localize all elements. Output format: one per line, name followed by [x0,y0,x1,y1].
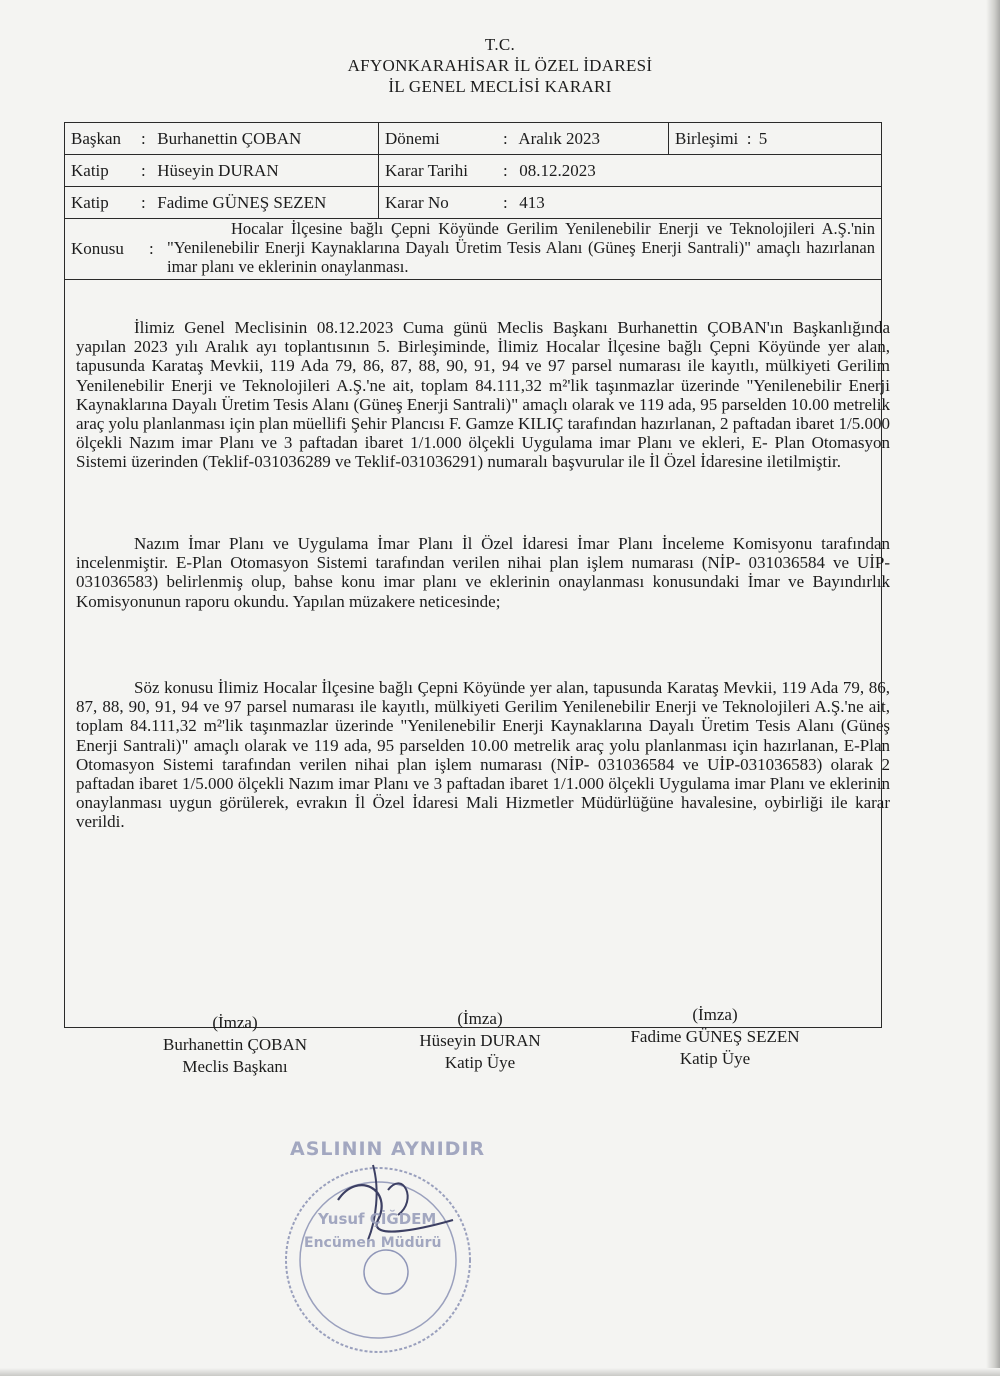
paragraph-text: Nazım İmar Planı ve Uygulama İmar Planı İl Özel İdaresi İmar Planı İnceleme Komisyonu tarafından incelenmiştir. E-Plan Otomasyon Sistemi tarafından verilen nihai plan işlem numarası (NİP- 031036584 ve UİP-031036583) belirlenmiş olup, bahse konu imar planı ve eklerinin onaylanması konusundaki İmar ve Bayındırlık Komisyonunun raporu okundu. Yapılan müzakere neticesinde; [76,534,890,611]
donemi-cell: Dönemi : Aralık 2023 [379,123,669,155]
stamp-officer-name: Yusuf ÇİĞDEM [318,1210,437,1228]
konusu-label: Konusu [71,239,124,258]
birlesimi-value: 5 [758,128,768,148]
header-doc-type: İL GENEL MECLİSİ KARARI [388,77,612,96]
katip1-label: Katip [71,160,109,180]
paragraph-text: Söz konusu İlimiz Hocalar İlçesine bağlı Çepni Köyünde yer alan, tapusunda Karataş Mevkii, 119 Ada 79, 86, 87, 88, 90, 91, 94 ve 97 parsel numarası ile kayıtlı, mülkiyeti Gerilim Yenilenebilir Enerji ve Teknolojileri A.Ş.'ne ait, toplam 84.111,32 m²'lik taşınmazlar üzerinde "Yenilenebilir Enerji Kaynaklarına Dayalı Üretim Tesis Alanı (Güneş Enerji Santrali)" amaçlı olarak ve 119 ada, 95 parselden 10.00 metrelik araç yolu planlanması için hazırlanan, E-Plan Otomasyon Sistemi tarafından verilen nihai plan işlem numarası (NİP- 031036584 ve UİP-031036583) olarak 2 paftadan ibaret 1/5.000 ölçekli Nazım imar Planı ve 3 paftadan ibaret 1/1.000 ölçekli Uygulama imar Planı ve eklerinin onaylanması uygun görülerek, evrakın İl Özel İdaresi Mali Hizmetler Müdürlüğüne havalesine, oybirliği ile karar verildi. [76,678,890,832]
signature-title: Katip Üye [679,1049,751,1068]
donemi-label: Dönemi [385,128,440,148]
katip2-value: Fadime GÜNEŞ SEZEN [157,192,327,212]
decision-paragraph-1 [76,318,890,472]
katip1-value: Hüseyin DURAN [157,160,279,180]
katip1-cell: Katip : Hüseyin DURAN [65,155,379,187]
signature-imza: (İmza) [457,1009,503,1028]
header-tc: T.C. [484,35,516,54]
signature-block-clerk-1 [380,1008,580,1074]
donemi-value: Aralık 2023 [518,128,600,148]
stamp-officer-role: Encümen Müdürü [304,1235,442,1251]
signature-name: Burhanettin ÇOBAN [162,1035,308,1054]
signature-name: Fadime GÜNEŞ SEZEN [630,1027,800,1046]
signature-name: Hüseyin DURAN [419,1031,541,1050]
info-row-katip2 [65,187,882,219]
signature-title: Meclis Başkanı [182,1057,288,1076]
decision-paragraph-2 [76,534,890,611]
info-row-baskan [65,123,882,155]
karar-tarihi-value: 08.12.2023 [519,160,596,180]
baskan-label: Başkan [71,128,122,148]
decision-info-table [64,122,882,280]
page-edge [986,0,1000,1376]
birlesimi-label: Birleşimi [675,128,739,148]
karar-tarihi-cell: Karar Tarihi : 08.12.2023 [379,155,882,187]
konusu-cell: Konusu : Hocalar İlçesine bağlı Çepni Köyünde Gerilim Yenilenebilir Enerji ve Teknolojileri A.Ş.'nin "Yenilenebilir Enerji Kaynaklarına Dayalı Üretim Tesis Alanı (Güneş Enerji Santrali)" amaçlı hazırlanan imar planı ve eklerinin onaylanması. [65,219,882,280]
karar-no-label: Karar No [385,192,449,212]
info-row-konusu [65,219,882,280]
katip2-label: Katip [71,192,109,212]
paragraph-text: İlimiz Genel Meclisinin 08.12.2023 Cuma günü Meclis Başkanı Burhanettin ÇOBAN'ın Başkanlığında yapılan 2023 yılı Aralık ayı toplantısının 5. Birleşiminde, İlimiz Hocalar İlçesine bağlı Çepni Köyünde yer alan, tapusunda Karataş Mevkii, 119 Ada 79, 86, 87, 88, 90, 91, 94 ve 97 parsel numarası ile kayıtlı, mülkiyeti Gerilim Yenilenebilir Enerji ve Teknolojileri A.Ş.'ne ait, toplam 84.111,32 m²'lik taşınmazlar üzerinde "Yenilenebilir Enerji Kaynaklarına Dayalı Üretim Tesis Alanı (Güneş Enerji Santrali)" amaçlı olarak ve 119 ada, 95 parselden 10.00 metrelik araç yolu planlanması için plan müellifi Şehir Plancısı F. Gamze KILIÇ tarafından hazırlanan, 2 paftadan ibaret 1/5.000 ölçekli Nazım imar Planı ve 3 paftadan ibaret 1/1.000 ölçekli Uygulama imar Planı ve ekleri, E- Plan Otomasyon Sistemi üzerinden (Teklif-031036289 ve Teklif-031036291) numaralı başvurular ile İl Özel İdaresine iletilmiştir. [76,318,890,472]
decision-paragraph-3 [76,678,890,832]
signature-imza: (İmza) [212,1013,258,1032]
katip2-cell: Katip : Fadime GÜNEŞ SEZEN [65,187,379,219]
page-bottom-edge [0,1368,1000,1376]
birlesimi-cell: Birleşimi : 5 [669,123,882,155]
official-seal-stamp [278,1160,478,1360]
karar-no-value: 413 [519,192,545,212]
certified-copy-stamp-title: ASLININ AYNIDIR [290,1138,486,1160]
header-institution: AFYONKARAHİSAR İL ÖZEL İDARESİ [347,56,653,75]
konusu-value: Hocalar İlçesine bağlı Çepni Köyünde Gerilim Yenilenebilir Enerji ve Teknolojileri A.Ş.'nin "Yenilenebilir Enerji Kaynaklarına Dayalı Üretim Tesis Alanı (Güneş Enerji Santrali)" amaçlı hazırlanan imar planı ve eklerinin onaylanması. [167,219,875,276]
baskan-value: Burhanettin ÇOBAN [157,128,302,148]
signature-block-chairman [130,1012,340,1078]
document-header [0,34,1000,97]
info-row-katip1 [65,155,882,187]
baskan-cell: Başkan : Burhanettin ÇOBAN [65,123,379,155]
karar-tarihi-label: Karar Tarihi [385,160,468,180]
signature-title: Katip Üye [444,1053,516,1072]
signature-imza: (İmza) [692,1005,738,1024]
signature-block-clerk-2 [600,1004,830,1070]
karar-no-cell: Karar No : 413 [379,187,882,219]
